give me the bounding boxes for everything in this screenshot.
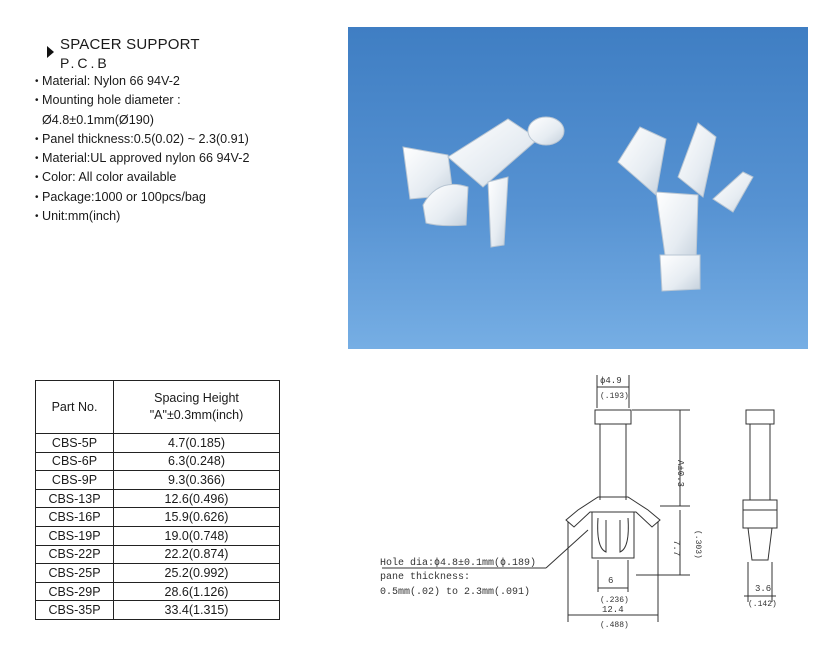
- part-cell: CBS-9P: [36, 471, 114, 490]
- height-cell: 33.4(1.315): [114, 601, 280, 620]
- dim-12-4: 12.4: [602, 605, 624, 615]
- table-row: [36, 601, 280, 620]
- part-spacing-table: [35, 380, 280, 620]
- title-row: [35, 36, 335, 72]
- height-cell: 28.6(1.126): [114, 582, 280, 601]
- part-cell: CBS-16P: [36, 508, 114, 527]
- product-title: SPACER SUPPORT: [60, 36, 200, 53]
- header-part-no: Part No.: [36, 381, 114, 434]
- part-cell: CBS-25P: [36, 564, 114, 583]
- part-cell: CBS-13P: [36, 489, 114, 508]
- table-row: [36, 545, 280, 564]
- spec-item: • Material: Nylon 66 94V-2: [35, 72, 335, 91]
- spec-item: • Color: All color available: [35, 168, 335, 187]
- height-cell: 4.7(0.185): [114, 434, 280, 453]
- table-row: [36, 471, 280, 490]
- height-cell: 15.9(0.626): [114, 508, 280, 527]
- note-hole-dia: Hole dia:ϕ4.8±0.1mm(ϕ.189): [380, 558, 537, 569]
- arrow-bullet-icon: [47, 46, 54, 58]
- table-row: [36, 452, 280, 471]
- height-cell: 6.3(0.248): [114, 452, 280, 471]
- technical-drawing: [360, 370, 800, 640]
- table-row: [36, 564, 280, 583]
- dim-6: 6: [608, 576, 614, 586]
- dim-7-7-inch: (.303): [693, 530, 702, 559]
- spec-item: • Package:1000 or 100pcs/bag: [35, 188, 335, 207]
- spec-item: Ø4.8±0.1mm(Ø190): [42, 112, 154, 127]
- height-cell: 12.6(0.496): [114, 489, 280, 508]
- product-photo: [348, 27, 808, 349]
- dim-12-4-inch: (.488): [600, 621, 629, 630]
- header-spacing-line1: Spacing Height: [154, 391, 239, 405]
- note-thickness-range: 0.5mm(.02) to 2.3mm(.091): [380, 587, 531, 598]
- spec-item: • Material:UL approved nylon 66 94V-2: [35, 149, 335, 168]
- spacer-left-shape: [403, 117, 564, 247]
- part-cell: CBS-22P: [36, 545, 114, 564]
- drawing-labels: [380, 376, 777, 630]
- dim-7-7: 7.7: [671, 540, 681, 557]
- spec-item: • Unit:mm(inch): [35, 207, 335, 226]
- spacer-photo-illustration: [348, 27, 808, 349]
- dim-3-6: 3.6: [755, 584, 772, 594]
- table-row: [36, 582, 280, 601]
- header-spacing-line2: "A"±0.3mm(inch): [149, 408, 244, 422]
- drawing-lines: [382, 375, 777, 622]
- spec-item: • Panel thickness:0.5(0.02) ~ 2.3(0.91): [35, 130, 335, 149]
- part-cell: CBS-19P: [36, 526, 114, 545]
- dim-top-diameter: ϕ4.9: [600, 376, 622, 386]
- table-row: [36, 508, 280, 527]
- dim-a: A±0.3: [675, 460, 685, 488]
- height-cell: 19.0(0.748): [114, 526, 280, 545]
- height-cell: 25.2(0.992): [114, 564, 280, 583]
- spec-item: • Mounting hole diameter :: [35, 91, 335, 110]
- part-cell: CBS-5P: [36, 434, 114, 453]
- note-pane-thickness: pane thickness:: [380, 572, 471, 583]
- dim-top-diameter-inch: (.193): [600, 392, 629, 401]
- header-spacing-height: [114, 381, 280, 434]
- height-cell: 9.3(0.366): [114, 471, 280, 490]
- part-cell: CBS-35P: [36, 601, 114, 620]
- spec-block: [35, 36, 335, 226]
- table-row: [36, 526, 280, 545]
- table-header-row: [36, 381, 280, 434]
- dim-6-inch: (.236): [600, 596, 629, 605]
- part-cell: CBS-6P: [36, 452, 114, 471]
- spacer-right-shape: [618, 123, 753, 291]
- spec-list: [35, 72, 335, 226]
- product-subtitle: P.C.B: [60, 55, 110, 71]
- dim-3-6-inch: (.142): [748, 600, 777, 609]
- height-cell: 22.2(0.874): [114, 545, 280, 564]
- part-cell: CBS-29P: [36, 582, 114, 601]
- table-row: [36, 434, 280, 453]
- table-row: [36, 489, 280, 508]
